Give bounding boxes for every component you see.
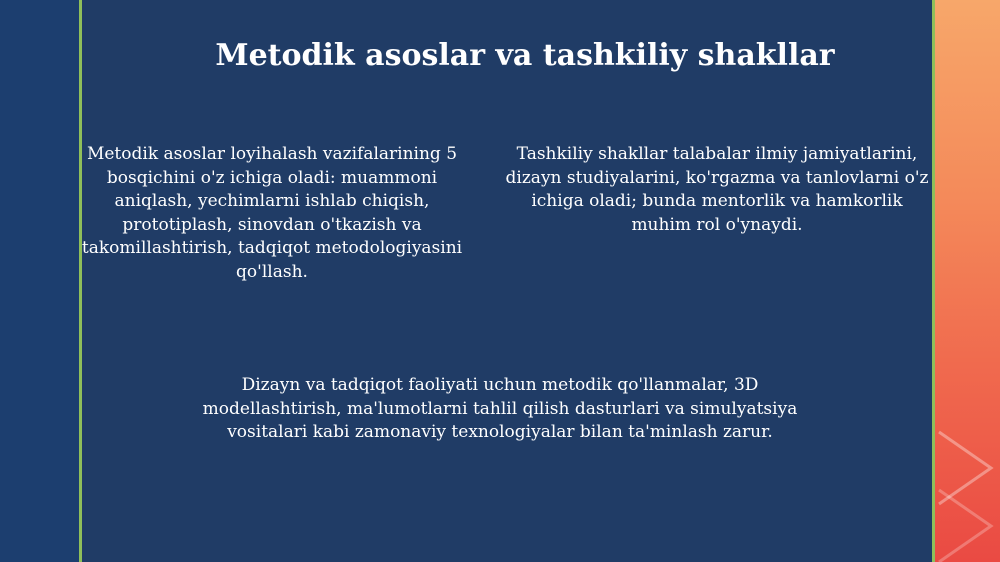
- left-column-text: Metodik asoslar loyihalash vazifalarining 5 bosqichini o'z ichiga oladi: muammoni aniqlash, yechimlarni ishlab chiqish, prototiplash, sinovdan o'tkazish va takomillashtirish, tadqiqot metodologiyasini qo'llash.: [81, 144, 463, 282]
- right-gradient-band: [935, 0, 1000, 562]
- slide-title: Metodik asoslar va tashkiliy shakllar: [215, 38, 835, 73]
- bottom-text: Dizayn va tadqiqot faoliyati uchun metodik qo'llanmalar, 3D modellashtirish, ma'lumotlarni tahlil qilish dasturlari va simulyatsiya vositalari kabi zamonaviy texnologiyalar bilan ta'minlash zarur.: [202, 375, 798, 442]
- right-column-text: Tashkiliy shakllar talabalar ilmiy jamiyatlarini, dizayn studiyalarini, ko'rgazma va tanlovlarni o'z ichiga oladi; bunda mentorlik va hamkorlik muhim rol o'ynaydi.: [505, 144, 929, 235]
- chevron-right-icon: [935, 420, 1000, 562]
